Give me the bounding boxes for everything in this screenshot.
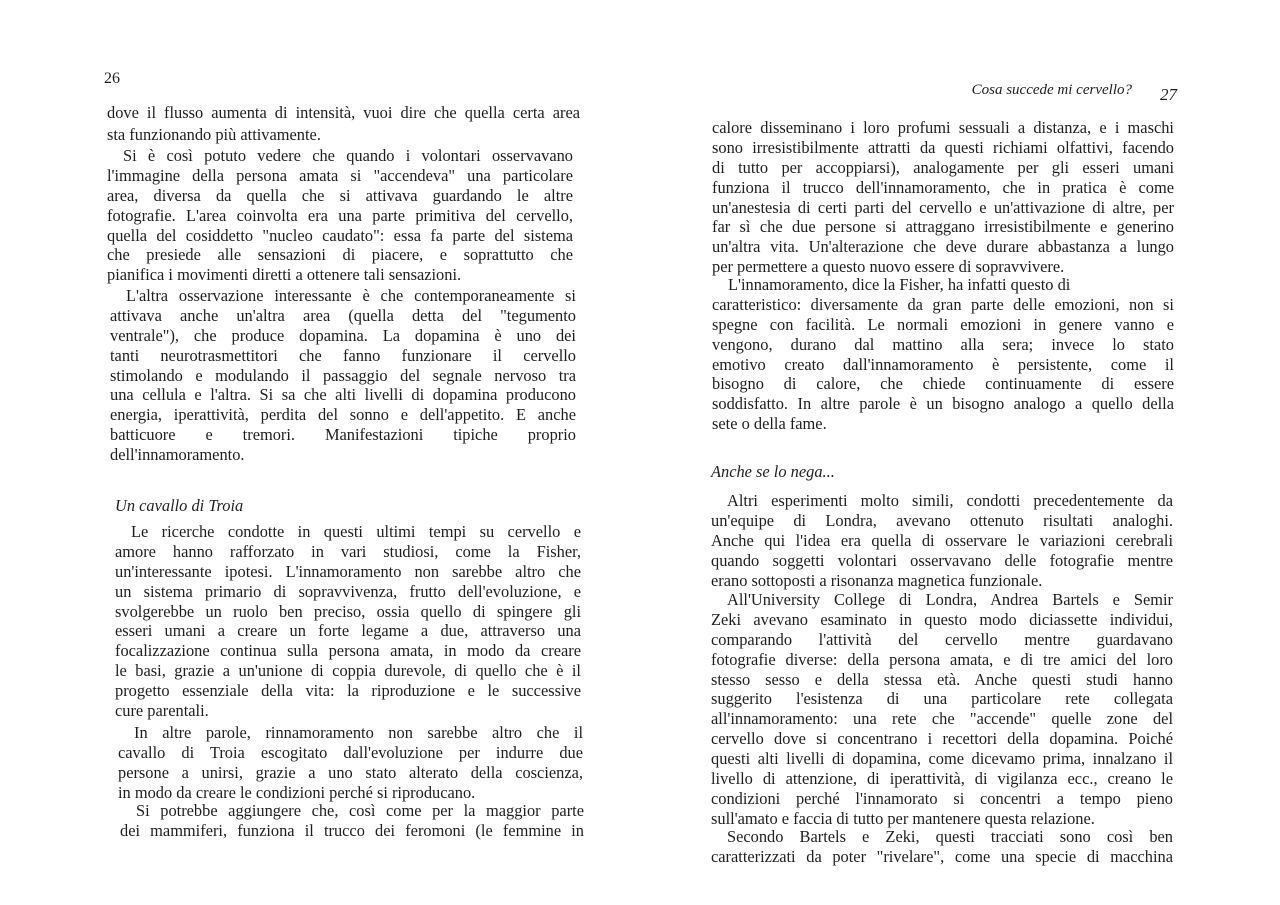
text-line: un'anestesia di certi parti del cervello e un'attivazione di altre, per (712, 197, 1174, 217)
page-number: 27 (1160, 85, 1177, 104)
paragraph (711, 590, 1173, 829)
text-line: di tutto per accoppiarsi), analogamente per gli esseri umani (712, 157, 1174, 177)
text-line: Zeki avevano esaminato in questo modo diciassette individui, (711, 609, 1173, 629)
text-line: un'interessante ipotesi. L'innamoramento non sarebbe altro che (115, 561, 581, 581)
section-heading: Un cavallo di Troia (115, 496, 244, 515)
text-line: suggerito l'esistenza di una particolare rete collegata (711, 689, 1173, 709)
text-line: L'innamoramento, dice la Fisher, ha infatti questo di (728, 275, 1071, 294)
paragraph (712, 118, 1174, 277)
text-line: caratterizzati da poter "rivelare", come una specie di macchina (711, 846, 1173, 866)
text-line: dove il flusso aumenta di intensità, vuoi dire che quella certa area (107, 103, 580, 122)
paragraph (115, 522, 581, 721)
paragraph (711, 491, 1173, 590)
text-line: Anche qui l'idea era quella di osservare le variazioni cerebrali (711, 530, 1173, 550)
text-line: calore disseminano i loro profumi sessuali a distanza, e i maschi (712, 118, 1174, 137)
text-line: all'innamoramento: una rete che "accende" quelle zone del (711, 709, 1173, 729)
text-line: In altre parole, rinnamoramento non sarebbe altro che il (134, 723, 583, 742)
text-line: svolgerebbe un ruolo ben preciso, ossia quello di spingere gli (115, 601, 581, 621)
text-line: cervello dove si concentrano i recettori della dopamina. Poiché (711, 729, 1173, 749)
text-line: cavallo di Troia escogitato dall'evoluzione per indurre due (118, 742, 583, 762)
text-line: energia, iperattività, perdita del sonno e dell'appetito. E anche (110, 405, 576, 425)
text-line: Si potrebbe aggiungere che, così come per la maggior parte (136, 801, 584, 820)
text-line: bisogno di calore, che chiede continuamente di essere (712, 374, 1174, 394)
right-page (640, 0, 1280, 905)
text-line: dell'innamoramento. (110, 445, 245, 465)
text-line: far sì che due persone si attraggano irresistibilmente e generino (712, 217, 1174, 237)
text-line: quando soggetti volontari osservavano delle fotografie mentre (711, 550, 1173, 570)
text-line: persone a unirsi, grazie a uno stato alterato della coscienza, (118, 762, 583, 782)
text-line: progetto essenziale della vita: la riproduzione e le successive (115, 681, 581, 701)
text-line: funziona il trucco dell'innamoramento, che in pratica è come (712, 177, 1174, 197)
text-line: Si è così potuto vedere che quando i volontari osservavano (123, 146, 573, 165)
running-head: Cosa succede mi cervello? (971, 82, 1132, 98)
text-line: Secondo Bartels e Zeki, questi tracciati sono così ben (727, 827, 1173, 846)
text-line: attivava anche un'altra area (quella detta del "tegumento (110, 305, 576, 325)
text-line: cure parentali. (115, 701, 209, 721)
text-line: soddisfatto. In altre parole è un bisogno analogo a quello della (712, 394, 1174, 414)
text-line: fotografie diverse: della persona amata, e di tre amici del loro (711, 649, 1173, 669)
text-line: esseri umani a creare un forte legame a due, attraverso una (115, 621, 581, 641)
text-line: caratteristico: diversamente da gran parte delle emozioni, non si (712, 294, 1174, 314)
text-line: emotivo creato dall'innamoramento è persistente, come il (712, 354, 1174, 374)
text-line: un'equipe di Londra, avevano ottenuto risultati analoghi. (711, 510, 1173, 530)
text-line: amore hanno rafforzato in vari studiosi, come la Fisher, (115, 541, 581, 561)
text-line: comparando l'attività del cervello mentre guardavano (711, 629, 1173, 649)
text-line: che presiede alle sensazioni di piacere, e soprattutto che (107, 245, 573, 265)
text-line: condizioni perché l'innamorato si concentri a tempo pieno (711, 788, 1173, 808)
text-line: dei mammiferi, funziona il trucco dei feromoni (le femmine in (120, 820, 584, 840)
text-line: area, diversa da quella che si attivava guardando le altre (107, 185, 573, 205)
text-line: quella del cosiddetto "nucleo caudato": essa fa parte del sistema (107, 225, 573, 245)
text-line: per permettere a questo nuovo essere di sopravvivere. (712, 257, 1065, 277)
text-line: spegne con facilità. Le normali emozioni in genere vanno e (712, 314, 1174, 334)
text-line: una cellula e l'altra. Si sa che alti livelli di dopamina producono (110, 385, 576, 405)
text-line: questi alti livelli di dopamina, come dicevamo prima, innalzano il (711, 749, 1173, 769)
text-line: un'altra vita. Un'alterazione che deve durare abbastanza a lungo (712, 237, 1174, 257)
text-line: sete o della fame. (712, 414, 827, 434)
text-line: sono irresistibilmente attratti da questi richiami olfattivi, facendo (712, 137, 1174, 157)
text-line: fotografie. L'area coinvolta era una parte primitiva del cervello, (107, 205, 573, 225)
text-line: vengono, durano dal mattino alla sera; invece lo stato (712, 334, 1174, 354)
paragraph (110, 286, 576, 465)
paragraph (712, 275, 1174, 434)
text-line: le basi, grazie a un'unione di coppia durevole, di quello che è il (115, 661, 581, 681)
text-line: Le ricerche condotte in questi ultimi tempi su cervello e (131, 522, 581, 541)
text-line: stimolando e modulando il passaggio del segnale nervoso tra (110, 365, 576, 385)
section-heading: Anche se lo nega... (711, 462, 835, 481)
text-line: erano sottoposti a risonanza magnetica funzionale. (711, 570, 1043, 590)
text-line: tanti neurotrasmettitori che fanno funzionare il cervello (110, 345, 576, 365)
page-number: 26 (104, 70, 120, 87)
text-line: ventrale"), che produce dopamina. La dopamina è uno dei (110, 325, 576, 345)
text-line: stesso sesso e della stessa età. Anche questi studi hanno (711, 669, 1173, 689)
text-line: in modo da creare le condizioni perché si riproducano. (118, 782, 476, 802)
text-line: All'University College di Londra, Andrea Bartels e Semir (727, 590, 1173, 609)
text-line: sta funzionando più attivamente. (107, 125, 321, 144)
paragraph (120, 801, 584, 841)
text-line: pianifica i movimenti diretti a ottenere tali sensazioni. (107, 265, 462, 285)
text-line: Altri esperimenti molto simili, condotti precedentemente da (727, 491, 1173, 510)
paragraph (711, 827, 1173, 867)
text-line: focalizzazione continua sulla persona amata, in modo da creare (115, 641, 581, 661)
text-line: livello di attenzione, di iperattività, di vigilanza ecc., creano le (711, 769, 1173, 789)
text-line: un sistema primario di sopravvivenza, frutto dell'evoluzione, e (115, 581, 581, 601)
text-line: batticuore e tremori. Manifestazioni tipiche proprio (110, 425, 576, 445)
text-line: L'altra osservazione interessante è che contemporaneamente si (126, 286, 576, 305)
paragraph (118, 723, 583, 803)
paragraph (107, 102, 580, 146)
text-line: sull'amato e faccia di tutto per mantenere questa relazione. (711, 808, 1095, 828)
text-line: l'immagine della persona amata si "accendeva" una particolare (107, 165, 573, 185)
paragraph (107, 146, 573, 285)
